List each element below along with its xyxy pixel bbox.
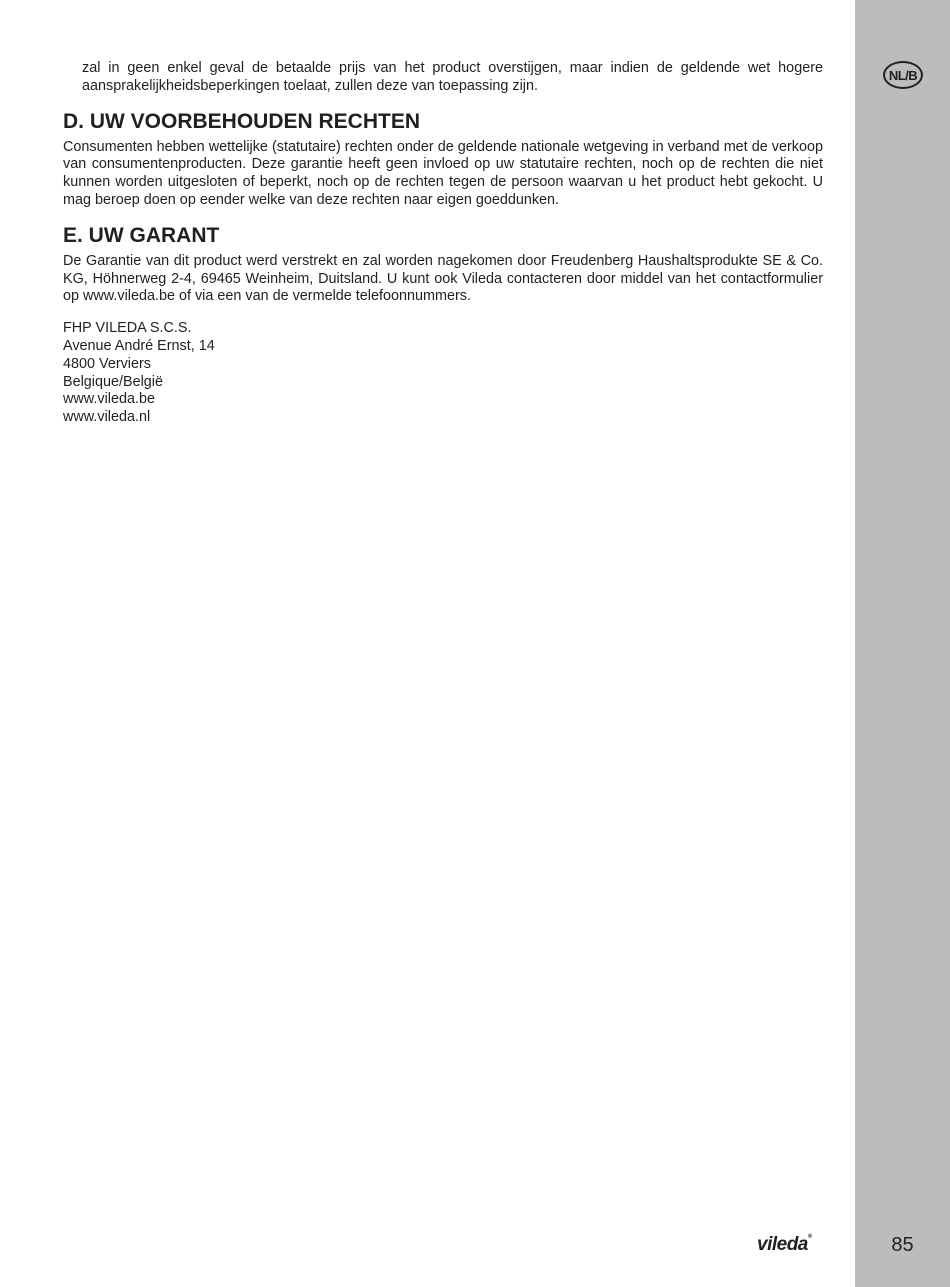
section-e-heading: E. UW GARANT bbox=[63, 223, 220, 247]
section-d-paragraph: Consumenten hebben wettelijke (statutaire) rechten onder de geldende nationale wetgeving in verband met de verkoop van consumentenproducten. Deze garantie heeft geen invloed op uw statutaire rechten, noch op de rechten die niet kunnen worden uitgesloten of beperkt, noch op de rechten tegen de persoon waarvan u het product hebt gekocht. U mag beroep doen op eender welke van deze rechten naar eigen goeddunken. bbox=[63, 138, 823, 208]
address-block bbox=[63, 320, 823, 427]
language-badge bbox=[883, 61, 923, 89]
section-d-heading: D. UW VOORBEHOUDEN RECHTEN bbox=[63, 109, 421, 133]
address-website-be[interactable]: www.vileda.be bbox=[63, 391, 155, 408]
address-website-nl[interactable]: www.vileda.nl bbox=[63, 409, 151, 426]
page-number: 85 bbox=[891, 1234, 914, 1256]
registered-mark: ® bbox=[807, 1234, 812, 1240]
section-e-paragraph: De Garantie van dit product werd verstrekt en zal worden nagekomen door Freudenberg Haushaltsprodukte SE & Co. KG, Höhnerweg 2-4, 69465 Weinheim, Duitsland. U kunt ook Vileda contacteren door middel van het contactformulier op www.vileda.be of via een van de vermelde telefoonnummers. bbox=[63, 252, 823, 305]
page-sidebar bbox=[855, 0, 950, 1287]
address-country: Belgique/België bbox=[63, 373, 164, 390]
vileda-logo bbox=[757, 1234, 812, 1256]
intro-paragraph: zal in geen enkel geval de betaalde prijs van het product overstijgen, maar indien de geldende wet hogere aansprakelijkheidsbeperkingen toelaat, zullen deze van toepassing zijn. bbox=[82, 60, 823, 94]
address-company: FHP VILEDA S.C.S. bbox=[63, 320, 192, 337]
language-badge-label: NL/B bbox=[888, 67, 918, 83]
address-city: 4800 Verviers bbox=[63, 355, 151, 372]
address-street: Avenue André Ernst, 14 bbox=[63, 337, 215, 354]
document-content bbox=[63, 60, 823, 427]
vileda-logo-text: vileda bbox=[757, 1234, 808, 1255]
